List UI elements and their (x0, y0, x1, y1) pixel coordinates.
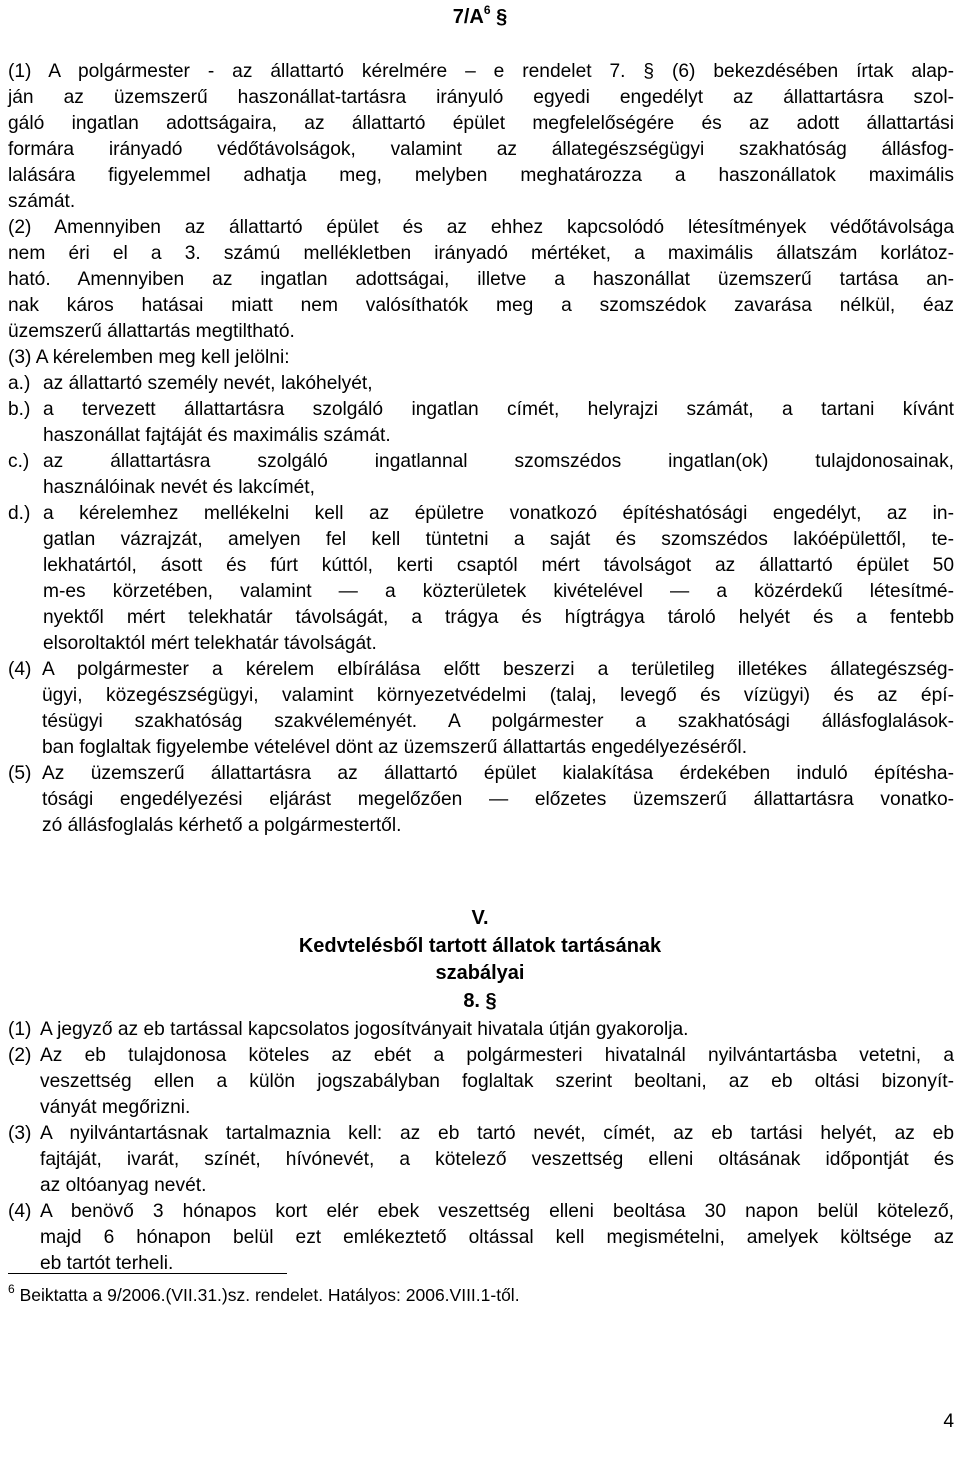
paragraph-8-1 (8, 1017, 954, 1043)
section-8-body (8, 1017, 954, 1277)
paragraph-8-2 (8, 1043, 954, 1121)
chapter-heading (0, 905, 960, 1015)
footnote-text: Beiktatta a 9/2006.(VII.31.)sz. rendelet. Hatályos: 2006.VIII.1-től. (19, 1285, 520, 1305)
text-line: Az eb tulajdonosa köteles az ebét a polgármesteri hivatalnál nyilvántartásba vetetni, a (40, 1045, 954, 1066)
chapter-title-line: szabályai (435, 962, 525, 984)
text-line: nak káros hatásai miatt nem valósíthatók meg a szomszédok zavarása nélkül, éaz (8, 295, 954, 316)
item-label: c.) (8, 451, 30, 472)
text-line: tésügyi szakhatóság szakvéleményét. A polgármester a szakhatósági állásfoglalások- (42, 711, 954, 732)
footnote (8, 1283, 520, 1307)
section-heading-7a (0, 4, 960, 30)
text-line: számát. (8, 191, 76, 212)
paragraph-label: (5) (8, 763, 32, 784)
text-line: a kérelemhez mellékelni kell az épületre vonatkozó építéshatósági engedélyt, az in- (43, 503, 954, 524)
paragraph-label: (4) (8, 1201, 32, 1222)
footnote-separator (8, 1273, 287, 1274)
text-line: veszettség ellen a külön jogszabályban foglaltak szerint beoltani, az eb oltási bizonyít- (40, 1071, 954, 1092)
text-line: (2) Amennyiben az állattartó épület és az ehhez kapcsolódó létesítmények védőtávolsága (8, 217, 954, 238)
paragraph-8-4 (8, 1199, 954, 1277)
text-line: fajtáját, ivarát, színét, hívónevét, a kötelező veszettség elleni oltásának időpontját és (40, 1149, 954, 1170)
footnote-reference: 6 (483, 3, 491, 18)
text-line: az oltóanyag nevét. (40, 1175, 207, 1196)
paragraph-label: (4) (8, 659, 32, 680)
footnote-number: 6 (8, 1282, 15, 1297)
text-line: a tervezett állattartásra szolgáló ingatlan címét, helyrajzi számát, a tartani kívánt (43, 399, 954, 420)
item-label: d.) (8, 503, 31, 524)
text-line: elsoroltaktól mért telekhatár távolságát. (43, 633, 377, 654)
text-line: ban foglaltak figyelembe vételével dönt az üzemszerű állattartás engedélyezéséről. (42, 737, 748, 758)
paragraph-7a-3-intro: (3) A kérelemben meg kell jelölni: (8, 347, 290, 368)
text-line: ványát megőrizni. (40, 1097, 191, 1118)
request-item-list (8, 371, 954, 657)
text-line: haszonállat fajtáját és maximális számát. (43, 425, 391, 446)
text-line: Az üzemszerű állattartásra az állattartó épület kialakítása érdekében induló építésha- (42, 763, 954, 784)
list-item (8, 397, 954, 449)
text-line: lalására figyelemmel adhatja meg, melyben meghatározza a haszonállatok maximális (8, 165, 954, 186)
text-line: az állattartó személy nevét, lakóhelyét, (43, 373, 373, 394)
list-item (8, 501, 954, 657)
text-line: A jegyző az eb tartással kapcsolatos jogosítványait hivatala útján gyakorolja. (40, 1019, 689, 1040)
text-line: gatlan vázrajzát, amelyen fel kell tüntetni a saját és szomszédos lakóépülettől, te- (43, 529, 954, 550)
paragraph-8-3 (8, 1121, 954, 1199)
text-line: zó állásfoglalás kérhető a polgármestertől. (42, 815, 402, 836)
text-line: ható. Amennyiben az ingatlan adottságai, illetve a haszonállat üzemszerű tartása an- (8, 269, 954, 290)
chapter-number: V. (471, 907, 489, 929)
paragraph-7a-2 (8, 215, 954, 345)
paragraph-7a-5 (8, 761, 954, 839)
text-line: használóinak nevét és lakcímét, (43, 477, 315, 498)
text-line: formára irányadó védőtávolságok, valamint az állategészségügyi szakhatóság állásfog- (8, 139, 954, 160)
text-line: tósági engedélyezési eljárást megelőzően — előzetes üzemszerű állattartásra vonatko- (42, 789, 954, 810)
text-line: lekhatártól, ásott és fúrt kúttól, kerti csaptól mért távolságot az állattartó épület 50 (43, 555, 954, 576)
text-line: A polgármester a kérelem elbírálása előtt beszerzi a területileg illetékes állategészség- (42, 659, 954, 680)
chapter-title-line: Kedvtelésből tartott állatok tartásának (298, 934, 662, 957)
page-number: 4 (943, 1411, 954, 1432)
section-7a-body (8, 59, 954, 839)
paragraph-7a-4 (8, 657, 954, 761)
paragraph-label: (2) (8, 1045, 32, 1066)
text-line: majd 6 hónapon belül ezt emlékeztető oltással kell megismételni, amelyek költsége az (40, 1227, 954, 1248)
text-line: gáló ingatlan adottságaira, az állattartó épület megfelelőségére és az adott állattartási (8, 113, 954, 134)
paragraph-7a-1 (8, 59, 954, 215)
item-label: b.) (8, 399, 31, 420)
text-line: A benövő 3 hónapos kort elér ebek veszettség elleni beoltása 30 napon belül kötelező, (40, 1201, 954, 1222)
text-line: nem éri el a 3. számú mellékletben irányadó mértéket, a maximális állatszám korlátoz- (8, 243, 954, 264)
text-line: (1) A polgármester - az állattartó kérelmére – e rendelet 7. § (6) bekezdésében írtak alap- (8, 61, 954, 82)
paragraph-label: (3) (8, 1123, 32, 1144)
text-line: az állattartásra szolgáló ingatlannal szomszédos ingatlan(ok) tulajdonosainak, (43, 451, 954, 472)
text-line: nyektől mért telekhatár távolságát, a trágya és hígtrágya tároló helyét és a fentebb (43, 607, 954, 628)
text-line: m-es körzetében, valamint — a közterületek kivételével — a közérdekű létesítmé- (43, 581, 954, 602)
text-line: A nyilvántartásnak tartalmaznia kell: az eb tartó nevét, címét, az eb tartási helyét, az eb (40, 1123, 954, 1144)
section-number: 7/A (452, 6, 484, 28)
text-line: ján az üzemszerű haszonállat-tartásra irányuló egyedi engedélyt az állattartásra szol- (8, 87, 954, 108)
section-symbol: § (496, 6, 508, 28)
text-line: üzemszerű állattartás megtiltható. (8, 321, 295, 342)
section-heading-8: 8. § (463, 989, 497, 1012)
text-line: eb tartót terheli. (40, 1253, 174, 1274)
paragraph-label: (1) (8, 1019, 32, 1040)
item-label: a.) (8, 373, 31, 394)
list-item (8, 449, 954, 501)
list-item (8, 371, 954, 397)
text-line: ügyi, közegészségügyi, valamint környezetvédelmi (talaj, levegő és vízügyi) és az épí- (42, 685, 954, 706)
